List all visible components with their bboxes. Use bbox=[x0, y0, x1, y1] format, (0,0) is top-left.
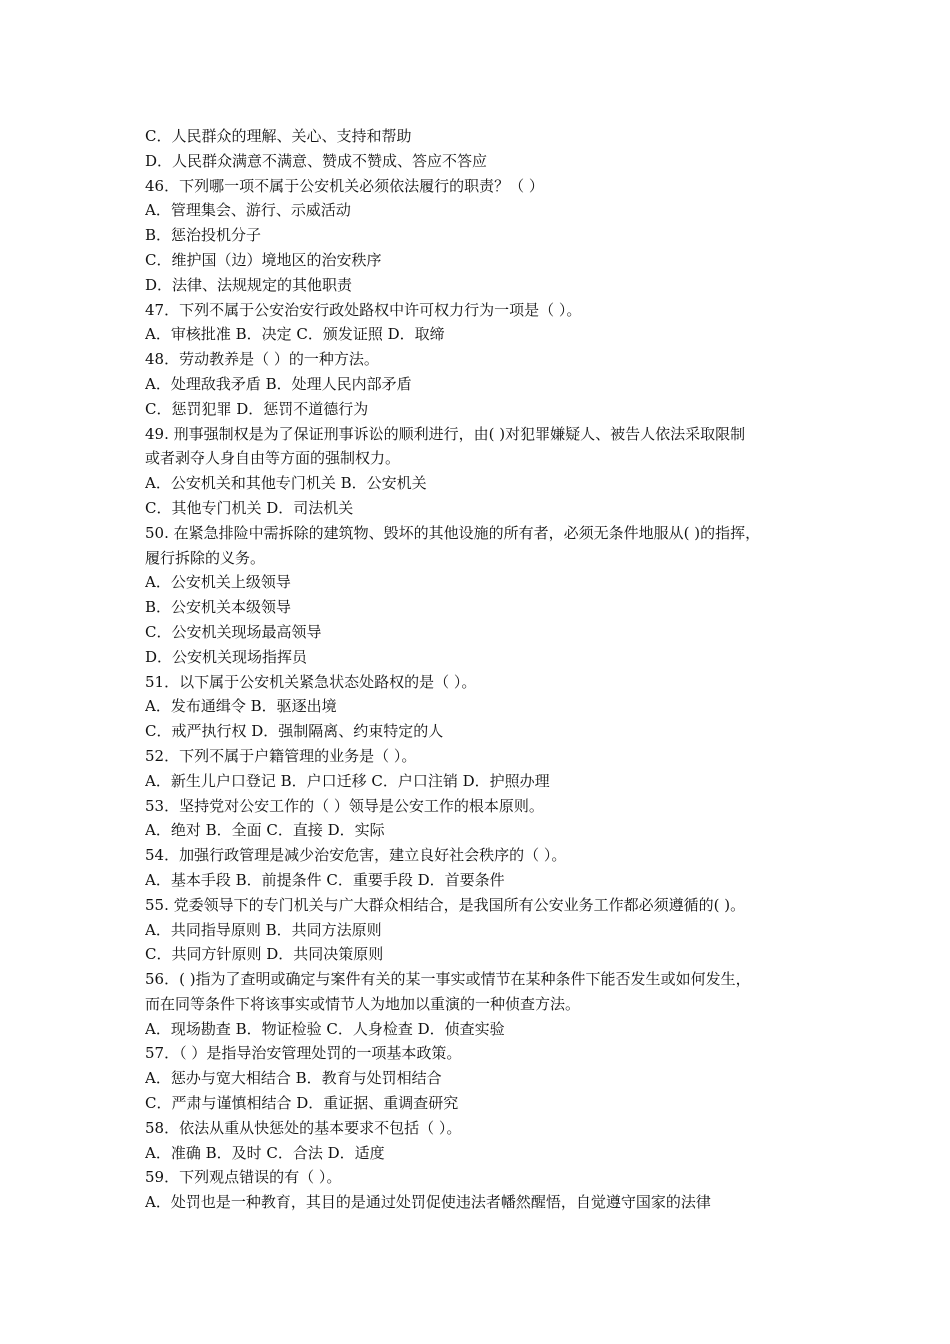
option-line: A．管理集会、游行、示威活动 bbox=[145, 201, 351, 220]
option-line: A．基本手段 B．前提条件 C．重要手段 D．首要条件 bbox=[145, 870, 505, 889]
question-55: 55. 党委领导下的专门机关与广大群众相结合，是我国所有公安业务工作都必须遵循的( )。 bbox=[145, 895, 746, 914]
option-line: A．共同指导原则 B．共同方法原则 bbox=[145, 920, 382, 939]
option-line: C．惩罚犯罪 D．惩罚不道德行为 bbox=[145, 399, 369, 418]
option-line: A．发布通缉令 B．驱逐出境 bbox=[145, 697, 337, 716]
option-line: A．公安机关上级领导 bbox=[145, 573, 291, 592]
question-47: 47．下列不属于公安治安行政处路权中许可权力行为一项是（ ）。 bbox=[145, 300, 582, 319]
option-line: C．公安机关现场最高领导 bbox=[145, 622, 322, 641]
question-49: 49. 刑事强制权是为了保证刑事诉讼的顺利进行，由( )对犯罪嫌疑人、被告人依法采取限制 bbox=[145, 424, 746, 443]
text-line: D．人民群众满意不满意、赞成不赞成、答应不答应 bbox=[145, 151, 488, 170]
question-56-continued: 而在同等条件下将该事实或情节人为地加以重演的一种侦查方法。 bbox=[145, 994, 581, 1013]
option-line: A．公安机关和其他专门机关 B．公安机关 bbox=[145, 474, 427, 493]
option-line: A．绝对 B．全面 C．直接 D．实际 bbox=[145, 821, 385, 840]
question-48: 48．劳动教养是（ ）的一种方法。 bbox=[145, 350, 379, 369]
question-54: 54．加强行政管理是减少治安危害，建立良好社会秩序的（ ）。 bbox=[145, 846, 567, 865]
option-line: A．新生儿户口登记 B．户口迁移 C．户口注销 D．护照办理 bbox=[145, 771, 550, 790]
option-line: C．维护国（边）境地区的治安秩序 bbox=[145, 250, 382, 269]
question-56: 56．( )指为了查明或确定与案件有关的某一事实或情节在某种条件下能否发生或如何发生， bbox=[145, 970, 751, 989]
question-57: 57．（ ）是指导治安管理处罚的一项基本政策。 bbox=[145, 1044, 462, 1063]
option-line: B．公安机关本级领导 bbox=[145, 598, 292, 617]
option-line: A．准确 B．及时 C．合法 D．适度 bbox=[145, 1143, 385, 1162]
option-line: C．戒严执行权 D．强制隔离、约束特定的人 bbox=[145, 722, 444, 741]
question-59: 59．下列观点错误的有（ ）。 bbox=[145, 1168, 342, 1187]
option-line: B．惩治投机分子 bbox=[145, 226, 262, 245]
option-line: A．审核批准 B．决定 C．颁发证照 D．取缔 bbox=[145, 325, 445, 344]
option-line: C．共同方针原则 D．共同决策原则 bbox=[145, 945, 384, 964]
question-50: 50. 在紧急排险中需拆除的建筑物、毁坏的其他设施的所有者，必须无条件地服从( )的指挥， bbox=[145, 523, 761, 542]
option-line: D．法律、法规规定的其他职责 bbox=[145, 275, 353, 294]
option-line: D．公安机关现场指挥员 bbox=[145, 647, 308, 666]
option-line: A．现场勘查 B．物证检验 C．人身检查 D．侦查实验 bbox=[145, 1019, 505, 1038]
option-line: C．其他专门机关 D．司法机关 bbox=[145, 498, 354, 517]
question-51: 51．以下属于公安机关紧急状态处路权的是（ ）。 bbox=[145, 672, 477, 691]
option-line: A．处罚也是一种教育，其目的是通过处罚促使违法者幡然醒悟，自觉遵守国家的法律 bbox=[145, 1193, 711, 1212]
text-line: C．人民群众的理解、关心、支持和帮助 bbox=[145, 127, 412, 145]
question-58: 58．依法从重从快惩处的基本要求不包括（ ）。 bbox=[145, 1118, 462, 1137]
question-50-continued: 履行拆除的义务。 bbox=[145, 548, 266, 567]
question-49-continued: 或者剥夺人身自由等方面的强制权力。 bbox=[145, 449, 401, 468]
document-body bbox=[145, 124, 825, 1215]
option-line: C．严肃与谨慎相结合 D．重证据、重调查研究 bbox=[145, 1094, 459, 1113]
option-line: A．惩办与宽大相结合 B．教育与处罚相结合 bbox=[145, 1069, 442, 1088]
question-53: 53．坚持党对公安工作的（ ）领导是公安工作的根本原则。 bbox=[145, 796, 544, 815]
question-52: 52．下列不属于户籍管理的业务是（ ）。 bbox=[145, 746, 417, 765]
option-line: A．处理敌我矛盾 B．处理人民内部矛盾 bbox=[145, 374, 412, 393]
question-46: 46．下列哪一项不属于公安机关必须依法履行的职责？（ ） bbox=[145, 176, 544, 195]
